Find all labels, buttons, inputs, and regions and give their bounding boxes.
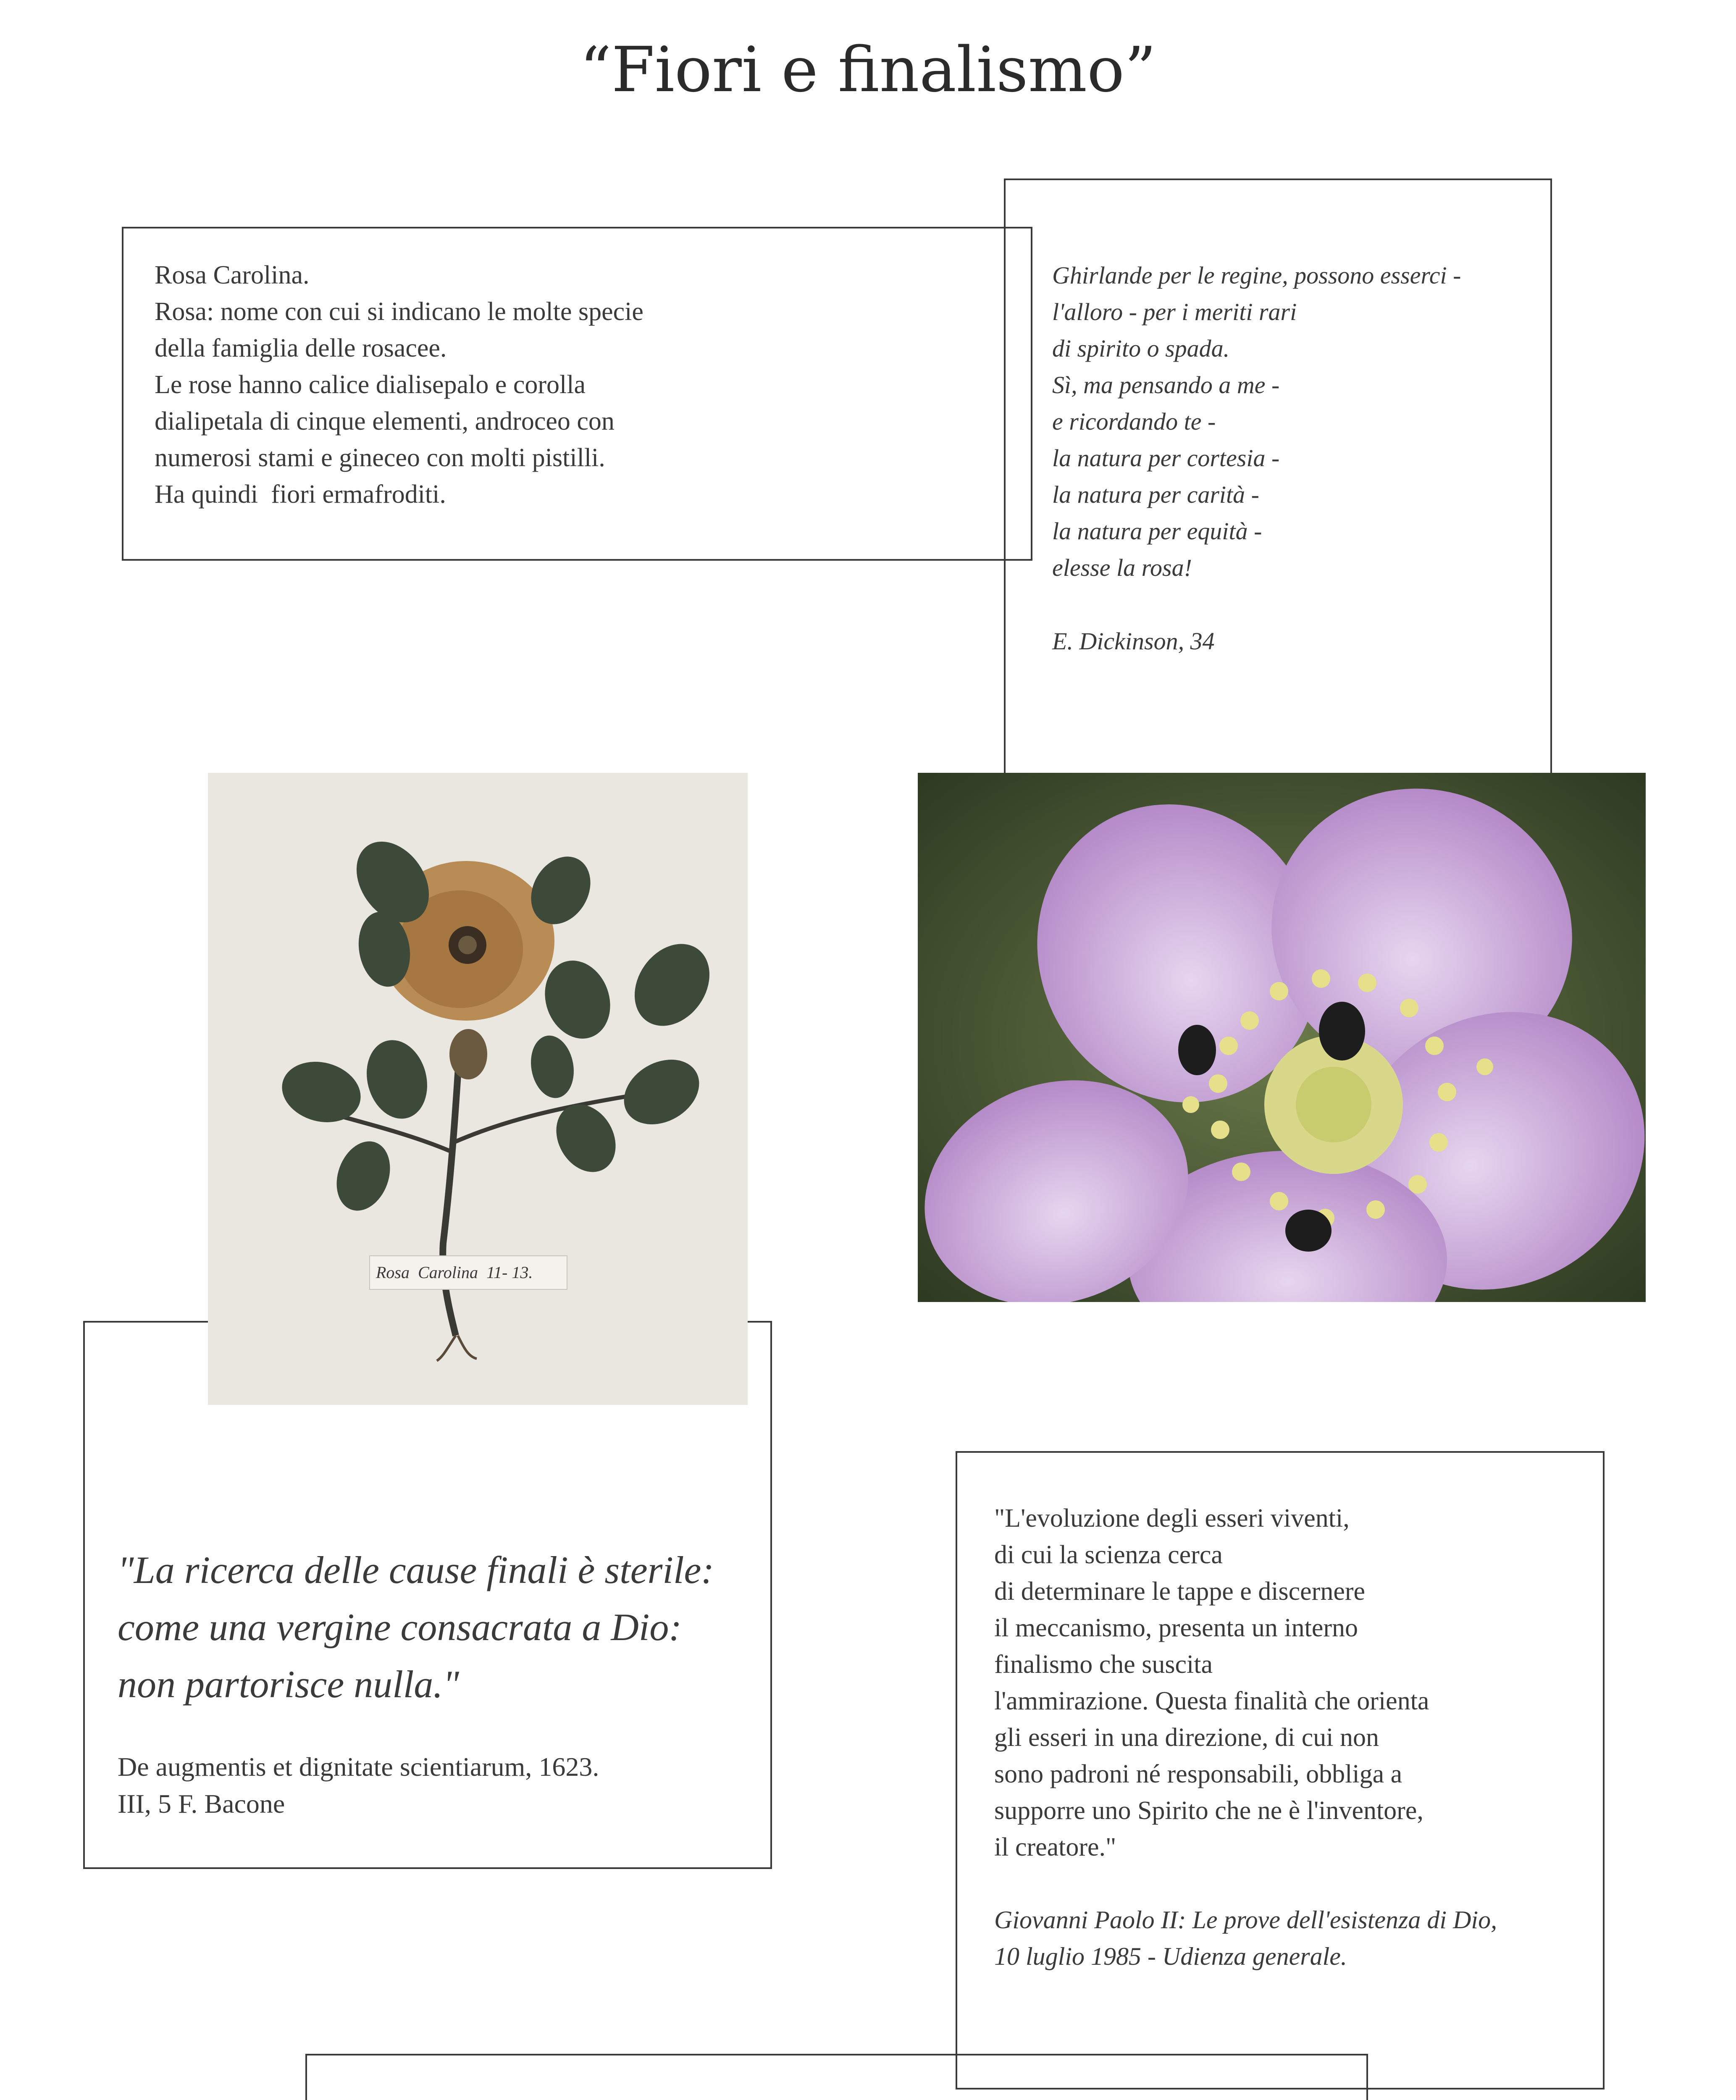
page-title: “Fiori e finalismo” [580,34,1156,106]
wild-rose-photo [918,773,1646,1302]
dickinson-poem-text: Ghirlande per le regine, possono esserci - l'alloro - per i meriti rari di spirito o spada. Sì, ma pensando a me - e ricordando te - la natura per cortesia - la natura per carità - la natura per equità - elesse la rosa! [1052,262,1461,581]
bacone-source-text: De augmentis et dignitate scientiarum, 1623. III, 5 F. Bacone [118,1752,599,1819]
giovanni-paolo-attribution: Giovanni Paolo II: Le prove dell'esistenza di Dio, 10 luglio 1985 - Udienza generale. [994,1906,1497,1970]
herbarium-label-text: Rosa Carolina 11- 13. [376,1263,533,1282]
rosa-description-text: Rosa Carolina. Rosa: nome con cui si indicano le molte specie della famiglia delle rosacee. Le rose hanno calice dialisepalo e corolla dialipetala di cinque elementi, androceo con numerosi stami e gineceo con molti pistilli. Ha quindi fiori ermafroditi. [155,261,643,509]
giovanni-paolo-quote-text: "L'evoluzione degli esseri viventi, di cui la scienza cerca di determinare le tappe e discernere il meccanismo, presenta un interno finalismo che suscita l'ammirazione. Questa finalità che orienta gli esseri in una direzione, di cui non sono padroni né responsabili, obbliga a supporre uno Spirito che ne è l'inventore, il creatore." [994,1504,1429,1861]
wild-rose-drawing [918,773,1646,1302]
dickinson-attribution: E. Dickinson, 34 [1052,627,1215,655]
herbarium-rose-drawing [208,773,748,1405]
bacone-quote-text: "La ricerca delle cause finali è sterile: come una vergine consacrata a Dio: non partorisce nulla." [118,1549,714,1706]
kant-quote-box [305,2054,1368,2100]
herbarium-rose-image [208,773,748,1405]
